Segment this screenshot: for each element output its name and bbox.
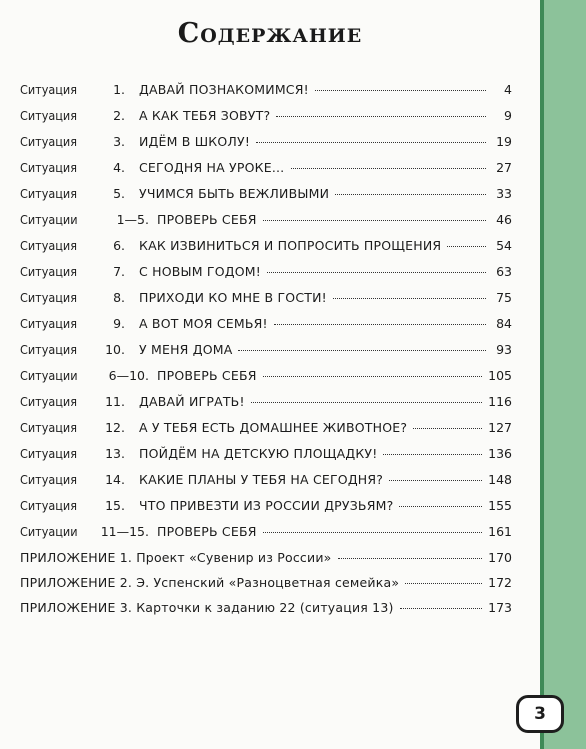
entry-page: 75 (496, 290, 512, 305)
entry-number: 4. (113, 160, 125, 175)
dot-leader (251, 402, 482, 403)
dot-leader (333, 298, 486, 299)
toc-entry[interactable] (20, 160, 512, 186)
entry-lead: Ситуация (20, 264, 77, 279)
entry-number: 15. (105, 498, 125, 513)
toc-entry[interactable] (20, 394, 512, 420)
appendix-label: ПРИЛОЖЕНИЕ 2. Э. Успенский «Разноцветная семейка» (20, 575, 400, 590)
appendix-label: ПРИЛОЖЕНИЕ 3. Карточки к заданию 22 (ситуация 13) (20, 600, 394, 615)
entry-label: ДАВАЙ ПОЗНАКОМИМСЯ! (139, 82, 309, 97)
toc-appendix[interactable] (20, 600, 512, 625)
toc-entry[interactable] (20, 472, 512, 498)
entry-number: 11—15. (100, 524, 149, 539)
appendix-page: 173 (488, 600, 512, 615)
appendix-label: ПРИЛОЖЕНИЕ 1. Проект «Сувенир из России» (20, 550, 332, 565)
entry-label: КАКИЕ ПЛАНЫ У ТЕБЯ НА СЕГОДНЯ? (139, 472, 384, 487)
entry-label: ПРОВЕРЬ СЕБЯ (157, 212, 257, 227)
entry-lead: Ситуация (20, 238, 77, 253)
entry-page: 27 (496, 160, 512, 175)
page-title: Содержание (177, 18, 363, 49)
entry-lead: Ситуация (20, 472, 77, 487)
toc-entry[interactable] (20, 186, 512, 212)
entry-label: А У ТЕБЯ ЕСТЬ ДОМАШНЕЕ ЖИВОТНОЕ? (139, 420, 408, 435)
dot-leader (263, 376, 483, 377)
dot-leader (263, 220, 486, 221)
entry-lead: Ситуация (20, 342, 77, 357)
entry-number: 13. (105, 446, 125, 461)
entry-number: 1. (113, 82, 125, 97)
entry-number: 7. (113, 264, 125, 279)
entry-label: УЧИМСЯ БЫТЬ ВЕЖЛИВЫМИ (139, 186, 330, 201)
toc-entry[interactable] (20, 212, 512, 238)
toc-entry[interactable] (20, 498, 512, 524)
entry-lead: Ситуация (20, 446, 77, 461)
entry-label: КАК ИЗВИНИТЬСЯ И ПОПРОСИТЬ ПРОЩЕНИЯ (139, 238, 442, 253)
toc-entry[interactable] (20, 446, 512, 472)
entry-lead: Ситуация (20, 108, 77, 123)
dot-leader (383, 454, 482, 455)
entry-page: 155 (488, 498, 512, 513)
dot-leader (274, 324, 486, 325)
entry-lead: Ситуация (20, 420, 77, 435)
entry-lead: Ситуация (20, 498, 77, 513)
entry-page: 4 (504, 82, 512, 97)
dot-leader (267, 272, 486, 273)
entry-lead: Ситуация (20, 160, 77, 175)
entry-label: ПРИХОДИ КО МНЕ В ГОСТИ! (139, 290, 327, 305)
toc-entry[interactable] (20, 316, 512, 342)
entry-number: 14. (105, 472, 125, 487)
entry-lead: Ситуации (20, 212, 78, 227)
entry-number: 10. (105, 342, 125, 357)
entry-page: 161 (488, 524, 512, 539)
entry-number: 5. (113, 186, 125, 201)
entry-page: 9 (504, 108, 512, 123)
entry-page: 116 (488, 394, 512, 409)
entry-page: 148 (488, 472, 512, 487)
entry-page: 33 (496, 186, 512, 201)
dot-leader (400, 608, 483, 609)
entry-label: ИДЁМ В ШКОЛУ! (139, 134, 251, 149)
toc-entry[interactable] (20, 420, 512, 446)
entry-lead: Ситуация (20, 134, 77, 149)
entry-label: У МЕНЯ ДОМА (139, 342, 233, 357)
entry-page: 63 (496, 264, 512, 279)
toc-entry[interactable] (20, 264, 512, 290)
page-number-badge: 3 (516, 695, 564, 733)
entry-label: С НОВЫМ ГОДОМ! (139, 264, 261, 279)
entry-label: ДАВАЙ ИГРАТЬ! (139, 394, 245, 409)
entry-lead: Ситуации (20, 368, 78, 383)
toc-entry[interactable] (20, 524, 512, 550)
dot-leader (276, 116, 486, 117)
toc-appendix[interactable] (20, 575, 512, 600)
dot-leader (389, 480, 482, 481)
entry-number: 11. (105, 394, 125, 409)
dot-leader (263, 532, 483, 533)
toc-entry[interactable] (20, 82, 512, 108)
entry-label: ПОЙДЁМ НА ДЕТСКУЮ ПЛОЩАДКУ! (139, 446, 378, 461)
dot-leader (238, 350, 486, 351)
toc-entry[interactable] (20, 134, 512, 160)
entry-number: 3. (113, 134, 125, 149)
appendix-page: 170 (488, 550, 512, 565)
entry-label: ЧТО ПРИВЕЗТИ ИЗ РОССИИ ДРУЗЬЯМ? (139, 498, 394, 513)
entry-number: 1—5. (116, 212, 149, 227)
entry-number: 12. (105, 420, 125, 435)
entry-number: 2. (113, 108, 125, 123)
entry-lead: Ситуация (20, 186, 77, 201)
dot-leader (447, 246, 486, 247)
entry-label: А КАК ТЕБЯ ЗОВУТ? (139, 108, 271, 123)
toc-entry[interactable] (20, 368, 512, 394)
entry-number: 6. (113, 238, 125, 253)
dot-leader (413, 428, 482, 429)
entry-label: А ВОТ МОЯ СЕМЬЯ! (139, 316, 268, 331)
toc-entry[interactable] (20, 108, 512, 134)
green-side-band (540, 0, 586, 749)
dot-leader (399, 506, 482, 507)
dot-leader (256, 142, 486, 143)
entry-page: 19 (496, 134, 512, 149)
entry-label: СЕГОДНЯ НА УРОКЕ… (139, 160, 285, 175)
entry-page: 46 (496, 212, 512, 227)
entry-lead: Ситуация (20, 290, 77, 305)
entry-page: 105 (488, 368, 512, 383)
toc-appendix[interactable] (20, 550, 512, 575)
entry-page: 84 (496, 316, 512, 331)
toc-entry[interactable] (20, 238, 512, 264)
entry-page: 136 (488, 446, 512, 461)
entry-lead: Ситуация (20, 316, 77, 331)
toc-entry[interactable] (20, 342, 512, 368)
appendix-page: 172 (488, 575, 512, 590)
entry-number: 8. (113, 290, 125, 305)
dot-leader (315, 90, 486, 91)
entry-lead: Ситуация (20, 394, 77, 409)
table-of-contents (20, 82, 512, 625)
entry-page: 127 (488, 420, 512, 435)
dot-leader (338, 558, 483, 559)
dot-leader (335, 194, 486, 195)
entry-page: 93 (496, 342, 512, 357)
toc-entry[interactable] (20, 290, 512, 316)
entry-number: 6—10. (108, 368, 149, 383)
entry-lead: Ситуация (20, 82, 77, 97)
entry-label: ПРОВЕРЬ СЕБЯ (157, 368, 257, 383)
entry-number: 9. (113, 316, 125, 331)
dot-leader (405, 583, 482, 584)
dot-leader (291, 168, 486, 169)
entry-page: 54 (496, 238, 512, 253)
entry-lead: Ситуации (20, 524, 78, 539)
entry-label: ПРОВЕРЬ СЕБЯ (157, 524, 257, 539)
